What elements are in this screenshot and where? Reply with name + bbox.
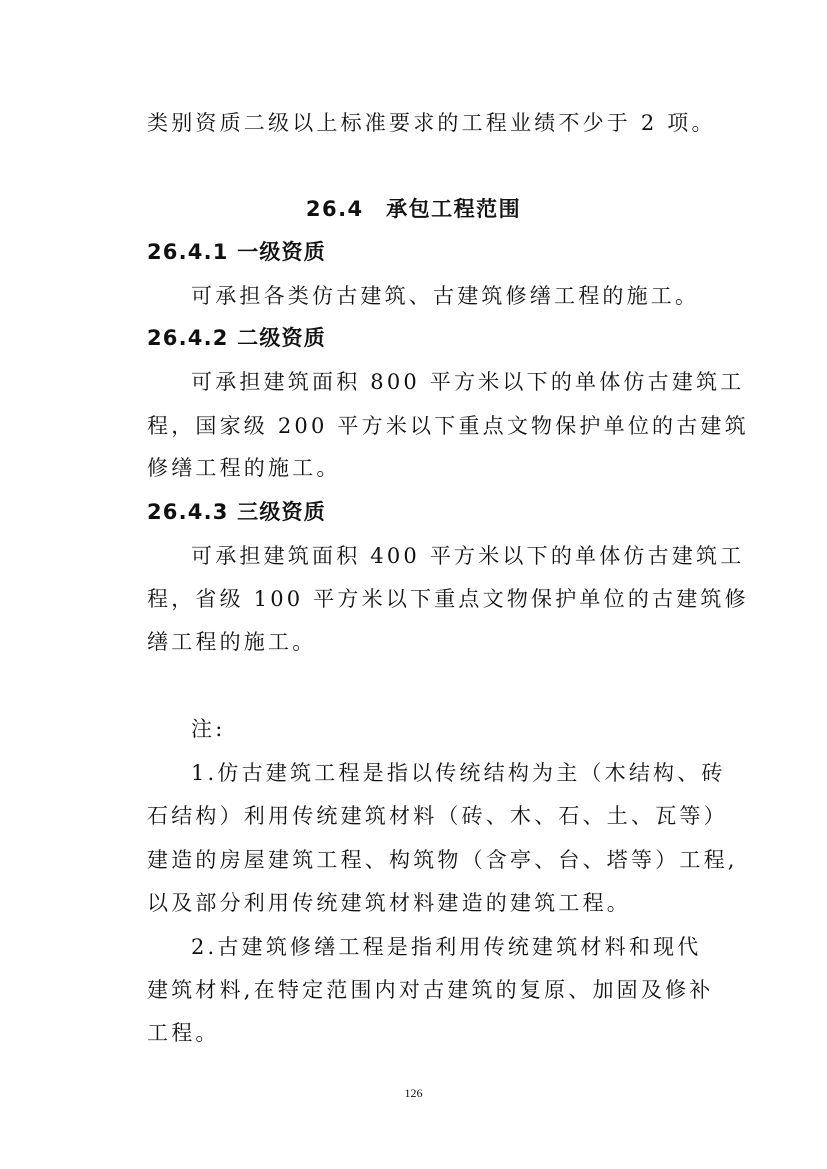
note-1-line-4: 以及部分利用传统建筑材料建造的建筑工程。 xyxy=(147,891,631,915)
grade-3-text-line-1: 可承担建筑面积 400 平方米以下的单体仿古建筑工 xyxy=(191,544,745,568)
note-1-line-1: 1.仿古建筑工程是指以传统结构为主（木结构、砖 xyxy=(191,761,726,785)
grade-3-text-line-3: 缮工程的施工。 xyxy=(147,630,317,654)
grade-2-text-line-1: 可承担建筑面积 800 平方米以下的单体仿古建筑工 xyxy=(191,370,745,394)
grade-3-text-line-2: 程，省级 100 平方米以下重点文物保护单位的古建筑修 xyxy=(147,587,749,611)
grade-2-heading: 26.4.2 二级资质 xyxy=(147,326,326,350)
grade-3-heading: 26.4.3 三级资质 xyxy=(147,500,326,524)
page-number: 126 xyxy=(404,1086,423,1100)
grade-1-heading: 26.4.1 一级资质 xyxy=(147,240,326,264)
note-2-line-3: 工程。 xyxy=(147,1021,220,1045)
notes-label: 注: xyxy=(191,717,226,741)
note-2-line-1: 2.古建筑修缮工程是指利用传统建筑材料和现代 xyxy=(191,935,702,959)
grade-1-text-line-1: 可承担各类仿古建筑、古建筑修缮工程的施工。 xyxy=(191,284,700,308)
grade-2-text-line-3: 修缮工程的施工。 xyxy=(147,456,341,480)
note-1-line-3: 建造的房屋建筑工程、构筑物（含亭、台、塔等）工程, xyxy=(147,848,738,872)
grade-2-text-line-2: 程，国家级 200 平方米以下重点文物保护单位的古建筑 xyxy=(147,414,749,438)
note-1-line-2: 石结构）利用传统建筑材料（砖、木、石、土、瓦等） xyxy=(147,804,728,828)
note-2-line-2: 建筑材料,在特定范围内对古建筑的复原、加固及修补 xyxy=(147,978,714,1002)
section-title: 26.4 承包工程范围 xyxy=(305,197,522,221)
intro-text-line: 类别资质二级以上标准要求的工程业绩不少于 2 项。 xyxy=(147,111,716,135)
